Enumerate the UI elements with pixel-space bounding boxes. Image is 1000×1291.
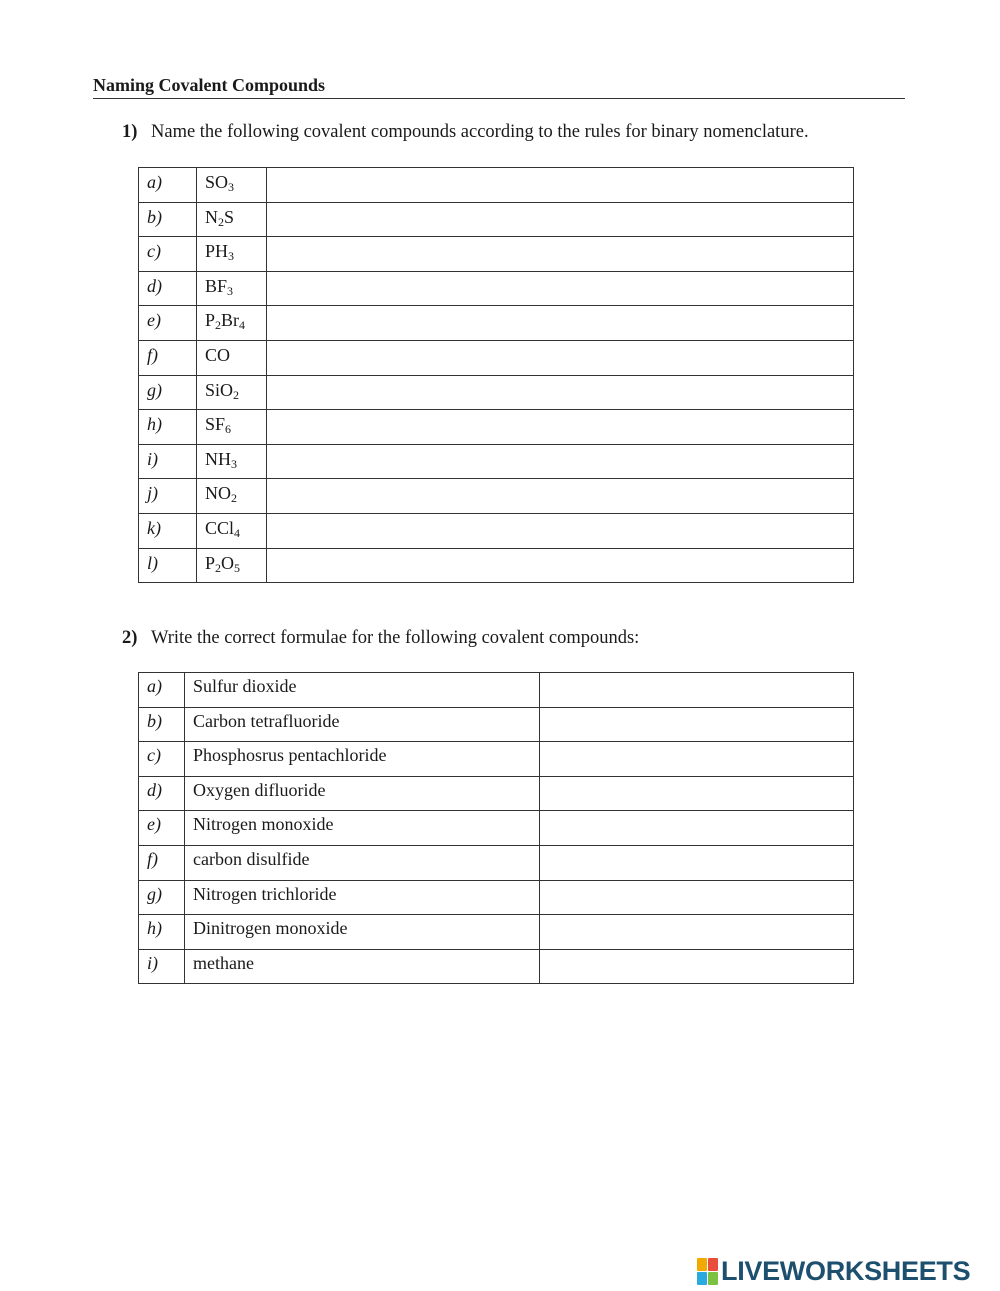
answer-cell (267, 340, 854, 375)
table-row (139, 776, 854, 811)
row-letter: i) (139, 444, 197, 479)
compound-name: Sulfur dioxide (185, 673, 540, 708)
question-2 (122, 626, 639, 650)
compound-formula: $P_2O_5$ (197, 548, 267, 583)
write-formulae-table (138, 672, 854, 984)
row-letter: d) (139, 271, 197, 306)
compound-formula: CO (197, 340, 267, 375)
answer-cell (540, 845, 854, 880)
compound-name-input[interactable] (267, 346, 853, 366)
logo-icon (697, 1258, 718, 1285)
answer-cell (267, 271, 854, 306)
compound-formula: SiO$_2$ (197, 375, 267, 410)
formula-input[interactable] (540, 815, 853, 835)
formula-input[interactable] (540, 885, 853, 905)
answer-cell (267, 306, 854, 341)
table-row (139, 479, 854, 514)
name-compounds-table (138, 167, 854, 583)
answer-cell (540, 915, 854, 950)
compound-name: Nitrogen monoxide (185, 811, 540, 846)
compound-name-input[interactable] (267, 381, 853, 401)
compound-name-input[interactable] (267, 554, 853, 574)
compound-name: Oxygen difluoride (185, 776, 540, 811)
compound-name-input[interactable] (267, 484, 853, 504)
row-letter: b) (139, 202, 197, 237)
row-letter: f) (139, 340, 197, 375)
table-row (139, 915, 854, 950)
table-row (139, 202, 854, 237)
row-letter: g) (139, 880, 185, 915)
formula-input[interactable] (540, 954, 853, 974)
row-letter: k) (139, 513, 197, 548)
table-row (139, 742, 854, 777)
row-letter: a) (139, 168, 197, 203)
logo-text: LIVEWORKSHEETS (721, 1256, 971, 1286)
table-row (139, 340, 854, 375)
table-row (139, 410, 854, 445)
row-letter: c) (139, 237, 197, 272)
answer-cell (267, 410, 854, 445)
row-letter: h) (139, 915, 185, 950)
compound-name-input[interactable] (267, 415, 853, 435)
compound-name: Dinitrogen monoxide (185, 915, 540, 950)
answer-cell (267, 444, 854, 479)
table-row (139, 949, 854, 984)
row-letter: b) (139, 707, 185, 742)
answer-cell (267, 479, 854, 514)
question-1-number: 1) (122, 122, 138, 142)
row-letter: l) (139, 548, 197, 583)
table-row (139, 673, 854, 708)
formula-input[interactable] (540, 919, 853, 939)
compound-formula: $SO_3$ (197, 168, 267, 203)
answer-cell (267, 513, 854, 548)
row-letter: h) (139, 410, 197, 445)
answer-cell (267, 375, 854, 410)
answer-cell (540, 949, 854, 984)
row-letter: d) (139, 776, 185, 811)
logo-block (708, 1258, 718, 1271)
answer-cell (540, 742, 854, 777)
compound-name-input[interactable] (267, 311, 853, 331)
compound-formula: $BF_3$ (197, 271, 267, 306)
logo-block (697, 1272, 707, 1285)
row-letter: i) (139, 949, 185, 984)
question-1 (122, 120, 809, 144)
compound-formula: $SF_6$ (197, 410, 267, 445)
answer-cell (267, 237, 854, 272)
answer-cell (267, 202, 854, 237)
compound-name: Carbon tetrafluoride (185, 707, 540, 742)
table-row (139, 845, 854, 880)
compound-formula: $N_2S$ (197, 202, 267, 237)
compound-name-input[interactable] (267, 277, 853, 297)
liveworksheets-logo (697, 1256, 970, 1286)
compound-name: Nitrogen trichloride (185, 880, 540, 915)
compound-formula: $NH_3$ (197, 444, 267, 479)
table-row (139, 444, 854, 479)
table-row (139, 707, 854, 742)
answer-cell (540, 707, 854, 742)
compound-name: Phosphosrus pentachloride (185, 742, 540, 777)
table-row (139, 811, 854, 846)
table-row (139, 237, 854, 272)
formula-input[interactable] (540, 712, 853, 732)
answer-cell (267, 168, 854, 203)
compound-formula: $NO_2$ (197, 479, 267, 514)
row-letter: c) (139, 742, 185, 777)
compound-name-input[interactable] (267, 208, 853, 228)
compound-formula: $P_2Br_4$ (197, 306, 267, 341)
answer-cell (540, 811, 854, 846)
formula-input[interactable] (540, 677, 853, 697)
compound-name-input[interactable] (267, 519, 853, 539)
row-letter: a) (139, 673, 185, 708)
table-row (139, 375, 854, 410)
compound-name-input[interactable] (267, 173, 853, 193)
compound-formula: CCl$_4$ (197, 513, 267, 548)
logo-block (697, 1258, 707, 1271)
logo-block (708, 1272, 718, 1285)
table-row (139, 548, 854, 583)
table-row (139, 271, 854, 306)
question-2-text: Write the correct formulae for the following covalent compounds: (151, 628, 640, 648)
table-row (139, 306, 854, 341)
answer-cell (540, 776, 854, 811)
row-letter: e) (139, 811, 185, 846)
answer-cell (540, 880, 854, 915)
table-row (139, 880, 854, 915)
row-letter: g) (139, 375, 197, 410)
question-1-text: Name the following covalent compounds according to the rules for binary nomenclature. (151, 122, 809, 142)
compound-name-input[interactable] (267, 450, 853, 470)
table-row (139, 168, 854, 203)
row-letter: j) (139, 479, 197, 514)
answer-cell (267, 548, 854, 583)
formula-input[interactable] (540, 781, 853, 801)
question-2-number: 2) (122, 628, 138, 648)
compound-name: carbon disulfide (185, 845, 540, 880)
compound-name: methane (185, 949, 540, 984)
formula-input[interactable] (540, 850, 853, 870)
compound-formula: $PH_3$ (197, 237, 267, 272)
table-row (139, 513, 854, 548)
row-letter: f) (139, 845, 185, 880)
formula-input[interactable] (540, 746, 853, 766)
row-letter: e) (139, 306, 197, 341)
answer-cell (540, 673, 854, 708)
compound-name-input[interactable] (267, 242, 853, 262)
page-title: Naming Covalent Compounds (93, 74, 905, 99)
